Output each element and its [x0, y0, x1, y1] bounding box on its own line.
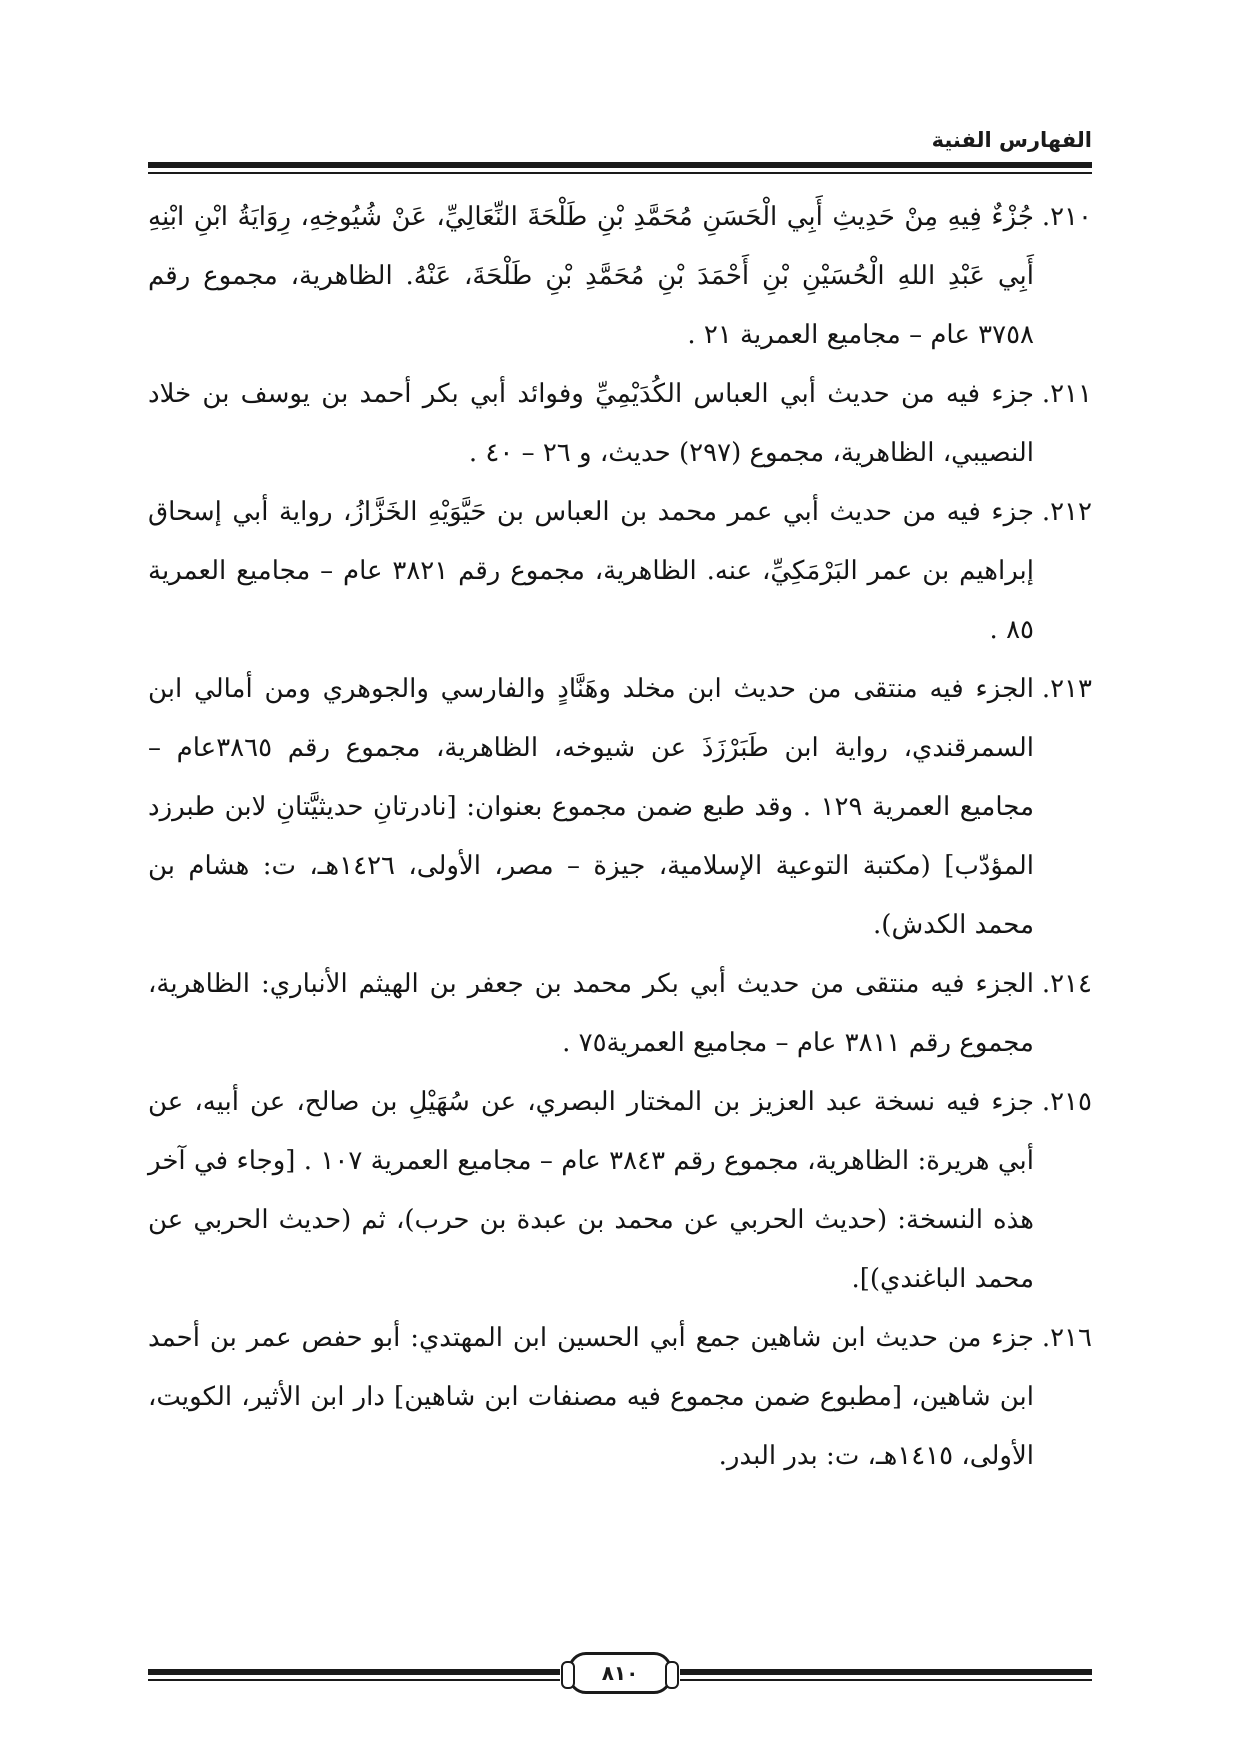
page-number: ٨١٠ [601, 1661, 639, 1685]
entry-number: ٢١٣. [1041, 674, 1092, 704]
entry-number: ٢١٦. [1041, 1323, 1092, 1353]
entry-text: جزء فيه نسخة عبد العزيز بن المختار البصري، عن سُهَيْلِ بن صالح، عن أبيه، عن أبي هريرة: الظاهرية، مجموع رقم ٣٨٤٣ عام – مجاميع العمرية ١٠٧ . [وجاء في آخر هذه النسخة: (حديث الحربي عن محمد بن عبدة بن حرب)، ثم (حديث الحربي عن محمد الباغندي)]. [148, 1087, 1035, 1294]
entry-number: ٢١٤. [1041, 969, 1092, 999]
entry-text: الجزء فيه منتقى من حديث ابن مخلد وهَنَّادٍ والفارسي والجوهري ومن أمالي ابن السمرقندي، رواية ابن طَبَرْزَذَ عن شيوخه، الظاهرية، مجموع رقم ٣٨٦٥عام – مجاميع العمرية ١٢٩ . وقد طبع ضمن مجموع بعنوان: [نادرتانِ حديثيَّتانِ لابن طبرزد المؤدّب] (مكتبة التوعية الإسلامية، جيزة – مصر، الأولى، ١٤٢٦هـ، ت: هشام بن محمد الكدش). [148, 674, 1034, 940]
entry-text: جزء من حديث ابن شاهين جمع أبي الحسين ابن المهتدي: أبو حفص عمر بن أحمد ابن شاهين، [مطبوع ضمن مجموع فيه مصنفات ابن شاهين] دار ابن الأثير، الكويت، الأولى، ١٤١٥هـ، ت: بدر البدر. [148, 1323, 1034, 1471]
entry-number: ٢١١. [1041, 379, 1092, 409]
bibliography-entry-211 [148, 365, 1092, 483]
entry-text: الجزء فيه منتقى من حديث أبي بكر محمد بن جعفر بن الهيثم الأنباري: الظاهرية، مجموع رقم ٣٨١١ عام – مجاميع العمرية٧٥ . [148, 969, 1034, 1058]
running-head-title: الفهارس الفنية [931, 128, 1092, 152]
bibliography-entry-213 [148, 660, 1092, 955]
bibliography-entry-210 [148, 188, 1092, 365]
bibliography-entry-214 [148, 955, 1092, 1073]
bibliography-entry-215 [148, 1073, 1092, 1309]
page-number-badge [568, 1652, 672, 1694]
entry-text: جزء فيه من حديث أبي عمر محمد بن العباس بن حَيَّوَيْهِ الخَزَّازُ، رواية أبي إسحاق إبراهيم بن عمر البَرْمَكِيِّ، عنه. الظاهرية، مجموع رقم ٣٨٢١ عام – مجاميع العمرية ٨٥ . [148, 497, 1034, 645]
footer-rule-right [680, 1669, 1092, 1681]
header-double-rule [148, 162, 1092, 174]
bibliography-entry-212 [148, 483, 1092, 660]
entry-number: ٢١٠. [1041, 202, 1092, 232]
entry-number: ٢١٢. [1041, 497, 1092, 527]
entry-text: جُزْءٌ فِيهِ مِنْ حَدِيثِ أَبِي الْحَسَنِ مُحَمَّدِ بْنِ طَلْحَةَ النِّعَالِيِّ، عَنْ شُيُوخِهِ، رِوَايَةُ ابْنِ ابْنِهِ أَبِي عَبْدِ اللهِ الْحُسَيْنِ بْنِ أَحْمَدَ بْنِ مُحَمَّدِ بْنِ طَلْحَةَ، عَنْهُ. الظاهرية، مجموع رقم ٣٧٥٨ عام – مجاميع العمرية ٢١ . [148, 202, 1034, 350]
bibliography-list [148, 188, 1092, 1486]
entry-number: ٢١٥. [1041, 1087, 1092, 1117]
footer-rule-left [148, 1669, 560, 1681]
bibliography-entry-216 [148, 1309, 1092, 1486]
entry-text: جزء فيه من حديث أبي العباس الكُدَيْمِيِّ وفوائد أبي بكر أحمد بن يوسف بن خلاد النصيبي، الظاهرية، مجموع (٢٩٧) حديث، و ٢٦ – ٤٠ . [148, 379, 1034, 468]
